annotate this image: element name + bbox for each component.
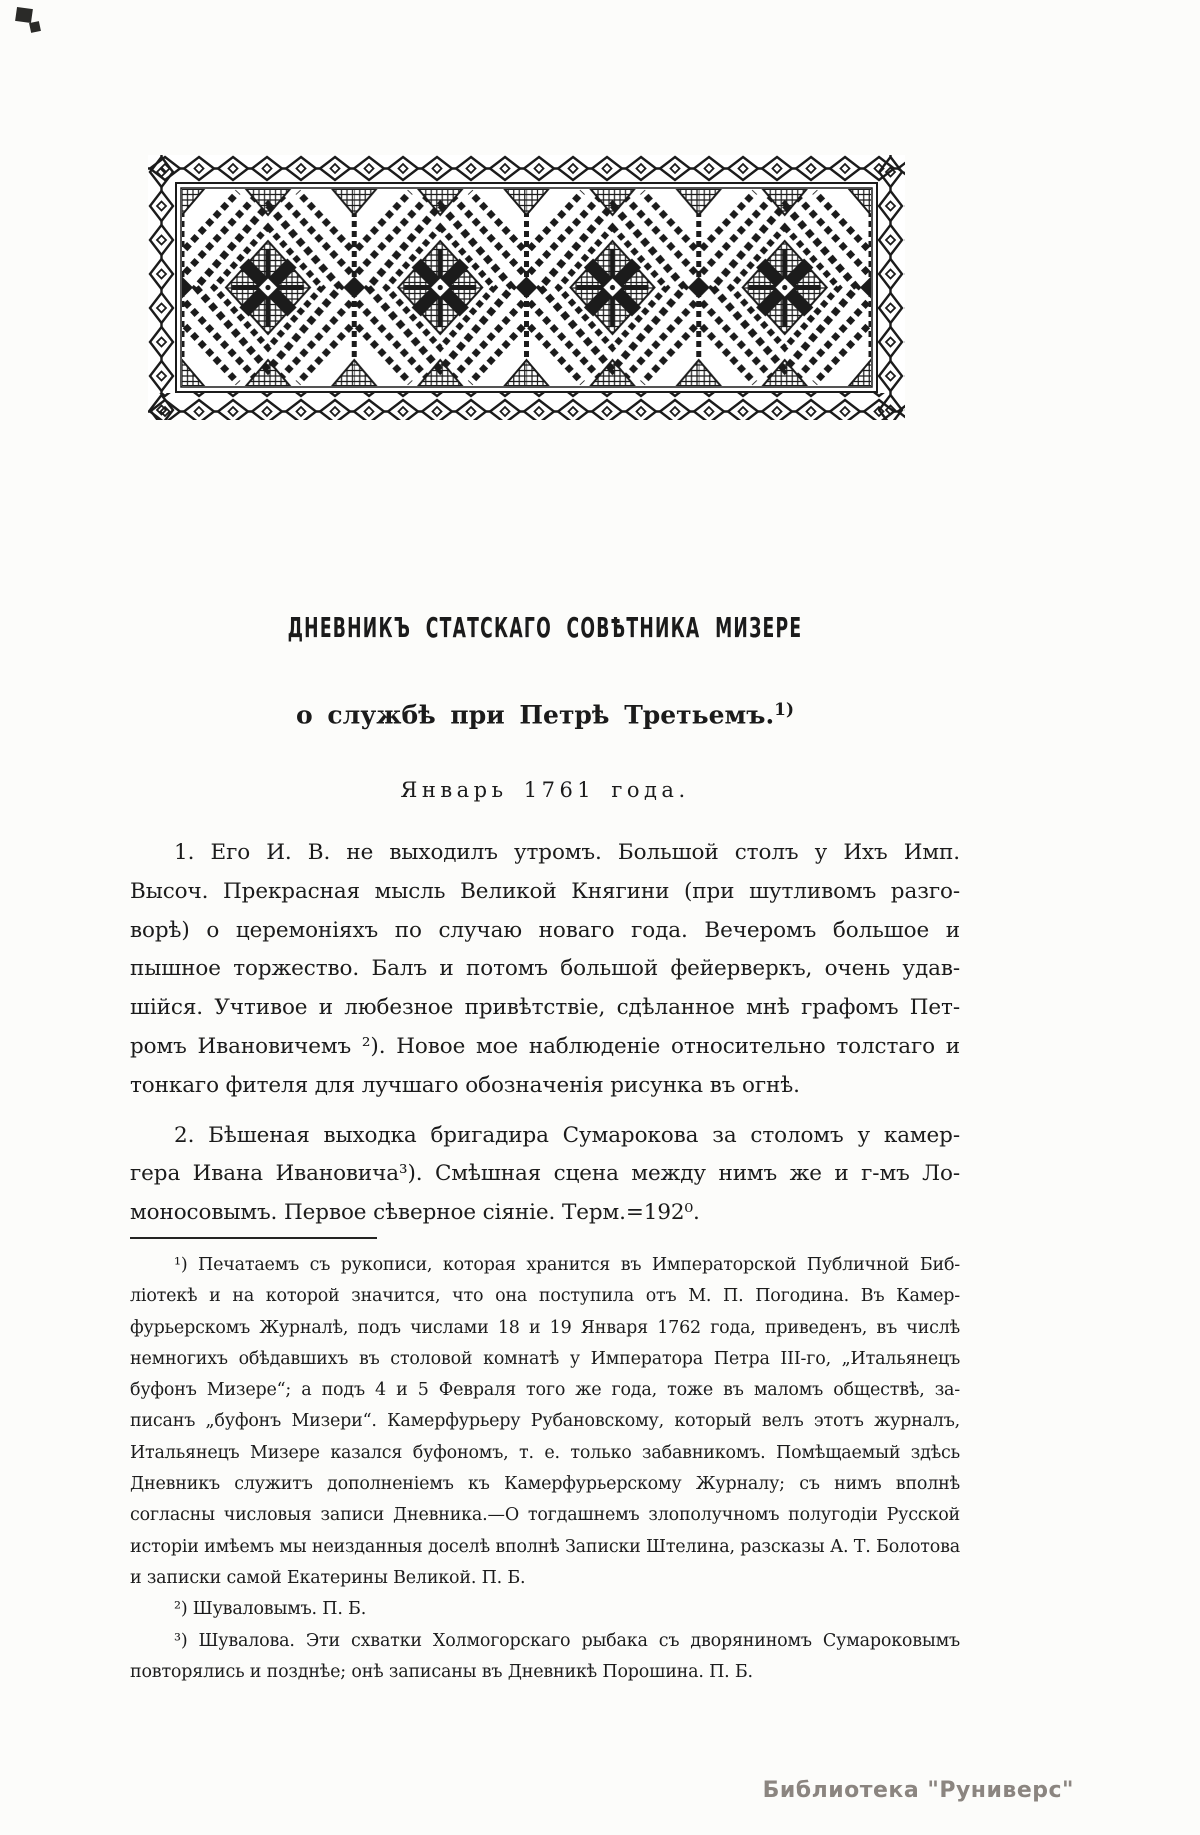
scan-artifact: [29, 21, 41, 33]
footnote-line: ³) Шувалова. Эти схватки Холмогорскаго рыбака съ дворяниномъ Сумароковымъ: [174, 1630, 960, 1651]
page-subtitle: [130, 700, 960, 730]
footnote-ref-1: 1): [774, 700, 795, 720]
watermark: Библиотека "Руниверс": [762, 1778, 1074, 1803]
text-line: пышное торжество. Балъ и потомъ большой фейерверкъ, очень удав-: [130, 956, 960, 982]
footnote-line: ліотекѣ и на которой значится, что она поступила отъ М. П. Погодина. Въ Камер-: [130, 1286, 960, 1307]
headpiece-ornament: [148, 155, 905, 420]
footnote-line: исторіи имѣемъ мы неизданныя доселѣ вполнѣ Записки Штелина, разсказы А. Т. Болотова: [130, 1536, 960, 1557]
text-line: 2. Бѣшеная выходка бригадира Сумарокова за столомъ у камер-: [174, 1122, 960, 1148]
footnote-line: фурьерскомъ Журналѣ, подъ числами 18 и 19 Января 1762 года, приведенъ, въ числѣ: [130, 1317, 960, 1338]
body-paragraph-1: [130, 834, 960, 1106]
text-line: Высоч. Прекрасная мысль Великой Княгини (при шутливомъ разго-: [130, 878, 960, 904]
cross-stitch-ornament-svg: [148, 155, 905, 420]
section-heading: Январь 1761 года.: [400, 778, 690, 802]
footnote-line: немногихъ обѣдавшихъ въ столовой комнатѣ у Императора Петра III-го, „Итальянецъ: [130, 1348, 960, 1369]
text-line: 1. Его И. В. не выходилъ утромъ. Большой столъ у Ихъ Имп.: [174, 840, 960, 865]
text-line: ворѣ) о церемоніяхъ по случаю новаго года. Вечеромъ большое и: [130, 917, 960, 943]
body-paragraph-2: [130, 1117, 960, 1233]
text-line: гера Ивана Ивановича³). Смѣшная сцена между нимъ же и г-мъ Ло-: [130, 1161, 960, 1187]
footnote-line: согласны числовыя записи Дневника.—О тогдашнемъ злополучномъ полугодіи Русской: [130, 1505, 960, 1526]
scan-artifact: [15, 7, 33, 23]
footnote-line: Итальянецъ Мизере казался буфономъ, т. е. только забавникомъ. Помѣщаемый здѣсь: [130, 1442, 960, 1463]
footnote-2: [130, 1594, 960, 1625]
footnote-line: ¹) Печатаемъ съ рукописи, которая хранится въ Императорской Публичной Биб-: [174, 1255, 960, 1275]
footnote-separator: [130, 1237, 377, 1239]
footnote-line: Дневникъ служитъ дополненіемъ къ Камерфурьерскому Журналу; съ нимъ вполнѣ: [130, 1474, 960, 1495]
footnote-line: писанъ „буфонъ Мизери“. Камерфурьеру Рубановскому, который велъ этотъ журналъ,: [130, 1411, 960, 1432]
footnote-3: [130, 1626, 960, 1689]
subtitle-text: о службѣ при Петрѣ Третьемъ.: [295, 700, 775, 730]
text-line: ромъ Ивановичемъ ²). Новое мое наблюденіе относительно толстаго и: [130, 1033, 960, 1059]
footnote-1: [130, 1250, 960, 1594]
footnotes: [130, 1250, 960, 1688]
page-title: ДНЕВНИКЪ СТАТСКАГО СОВѢТНИКА МИЗЕРЕ: [287, 612, 803, 644]
footnote-line: ²) Шуваловымъ. П. Б.: [174, 1599, 367, 1620]
text-line: шійся. Учтивое и любезное привѣтствіе, сдѣланное мнѣ графомъ Пет-: [130, 995, 960, 1021]
body-text: [130, 834, 960, 1233]
footnote-line: повторялись и позднѣе; онѣ записаны въ Дневникѣ Порошина. П. Б.: [130, 1661, 753, 1682]
footnote-line: буфонъ Мизере“; а подъ 4 и 5 Февраля того же года, тоже въ маломъ обществѣ, за-: [130, 1380, 960, 1401]
text-line: тонкаго фителя для лучшаго обозначенія рисунка въ огнѣ.: [130, 1072, 800, 1098]
footnote-line: и записки самой Екатерины Великой. П. Б.: [130, 1567, 526, 1588]
text-line: моносовымъ. Первое сѣверное сіяніе. Терм.=192⁰.: [130, 1200, 700, 1226]
